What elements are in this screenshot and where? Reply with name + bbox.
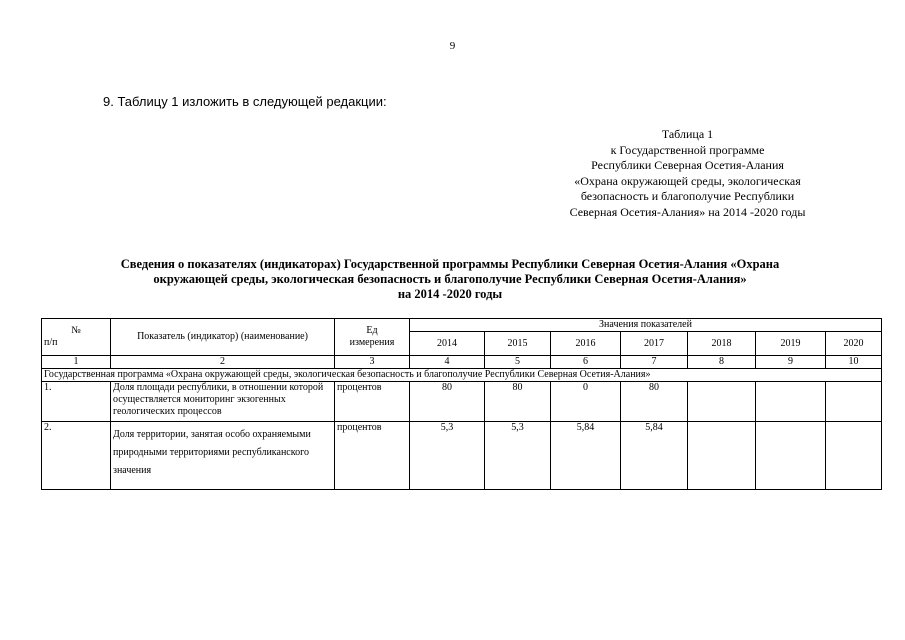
row-value: 0 <box>551 382 621 422</box>
header-num-sub: п/п <box>44 337 58 348</box>
header-year: 2017 <box>621 332 688 356</box>
row-value: 5,84 <box>621 422 688 490</box>
instruction-text: 9. Таблицу 1 изложить в следующей редакции: <box>103 94 387 109</box>
heading-line: на 2014 -2020 годы <box>397 287 503 301</box>
table-row <box>42 382 882 422</box>
approval-line: «Охрана окружающей среды, экологическая <box>574 173 801 188</box>
column-number: 9 <box>756 356 826 369</box>
column-number: 6 <box>551 356 621 369</box>
column-number: 4 <box>410 356 485 369</box>
header-row <box>42 319 882 332</box>
table-row <box>42 422 882 490</box>
header-indicator: Показатель (индикатор) (наименование) <box>111 319 335 356</box>
column-number: 5 <box>485 356 551 369</box>
row-value: 80 <box>485 382 551 422</box>
row-value <box>826 382 882 422</box>
heading-line: Сведения о показателях (индикаторах) Государственной программы Республики Северная Осетия-Алания «Охрана <box>120 257 780 271</box>
approval-line: к Государственной программе <box>610 142 765 157</box>
row-indicator: Доля территории, занятая особо охраняемыми природными территориями республиканского значения <box>111 422 335 490</box>
column-number: 1 <box>42 356 111 369</box>
column-number: 10 <box>826 356 882 369</box>
approval-line: Республики Северная Осетия-Алания <box>591 158 784 172</box>
row-indicator: Доля площади республики, в отношении которой осуществляется мониторинг экзогенных геологических процессов <box>111 382 335 422</box>
approval-line: Таблица 1 <box>661 127 714 141</box>
column-number: 7 <box>621 356 688 369</box>
header-year: 2015 <box>485 332 551 356</box>
approval-line: безопасность и благополучие Республики <box>580 189 795 203</box>
row-value <box>826 422 882 490</box>
header-year: 2014 <box>410 332 485 356</box>
approval-block <box>545 127 830 220</box>
header-unit-cell <box>335 319 410 356</box>
header-values-group: Значения показателей <box>410 319 882 332</box>
header-num-cell <box>42 319 111 356</box>
column-number: 3 <box>335 356 410 369</box>
heading-line: окружающей среды, экологическая безопасность и благополучие Республики Северная Осетия-Алания» <box>153 272 747 286</box>
column-number: 8 <box>688 356 756 369</box>
header-year: 2016 <box>551 332 621 356</box>
row-value <box>756 382 826 422</box>
row-value: 5,3 <box>410 422 485 490</box>
header-year: 2019 <box>756 332 826 356</box>
header-year: 2020 <box>826 332 882 356</box>
row-value: 5,3 <box>485 422 551 490</box>
header-year: 2018 <box>688 332 756 356</box>
column-number-row <box>42 356 882 369</box>
header-unit: Ед <box>366 325 378 336</box>
row-unit: процентов <box>335 382 410 422</box>
header-unit-sub: измерения <box>349 337 395 348</box>
row-num: 2. <box>42 422 111 490</box>
row-value: 80 <box>410 382 485 422</box>
row-value <box>688 422 756 490</box>
page-number: 9 <box>449 40 456 52</box>
row-unit: процентов <box>335 422 410 490</box>
row-value: 80 <box>621 382 688 422</box>
column-number: 2 <box>111 356 335 369</box>
indicators-table <box>41 318 882 490</box>
row-value <box>756 422 826 490</box>
table-heading <box>60 257 840 302</box>
row-num: 1. <box>42 382 111 422</box>
header-num: № <box>71 325 81 336</box>
program-row <box>42 369 882 382</box>
approval-line: Северная Осетия-Алания» на 2014 -2020 годы <box>569 204 806 219</box>
row-value: 5,84 <box>551 422 621 490</box>
program-title: Государственная программа «Охрана окружающей среды, экологическая безопасность и благополучие Республики Северная Осетия-Алания» <box>42 369 882 382</box>
row-value <box>688 382 756 422</box>
